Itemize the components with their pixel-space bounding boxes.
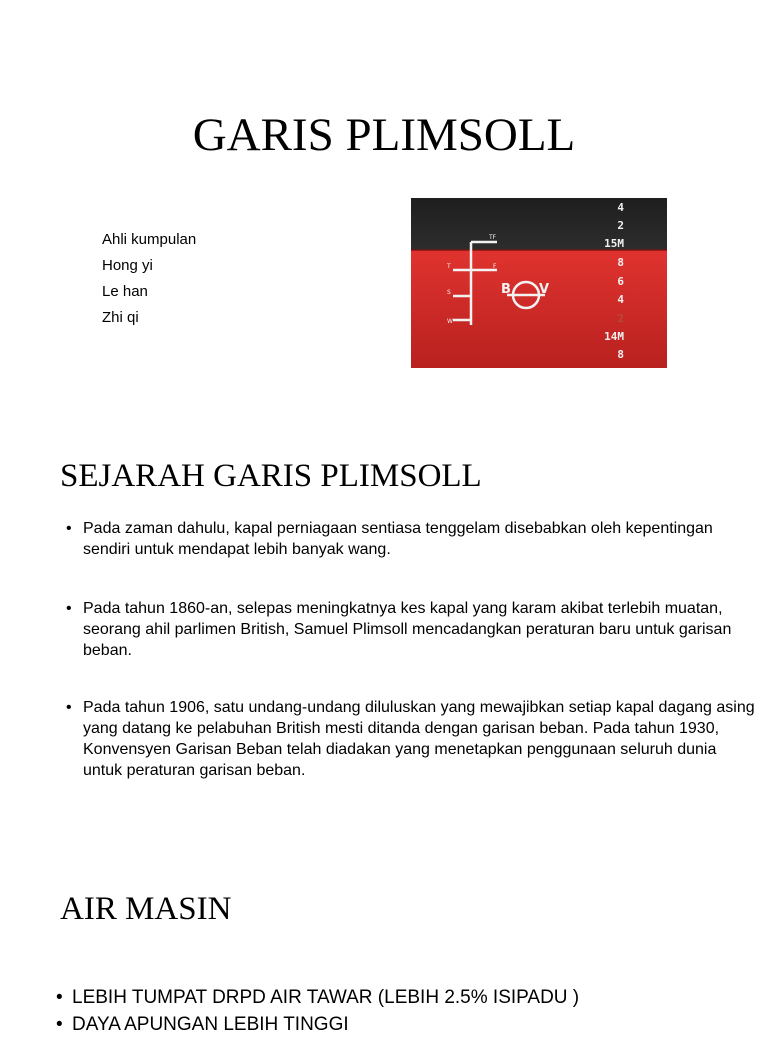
member-name: Hong yi: [102, 257, 153, 274]
plimsoll-mark-photo: [411, 198, 667, 368]
air-masin-bullet: [56, 1011, 756, 1038]
section-heading-air-masin: AIR MASIN: [60, 891, 232, 927]
air-masin-bullet: [56, 984, 756, 1011]
plimsoll-mark-illustration: [411, 198, 667, 368]
air-masin-bullet-list: [56, 984, 756, 1038]
draft-mark: 4: [617, 201, 624, 214]
load-line-label: T: [447, 263, 451, 270]
bullet-text: Pada zaman dahulu, kapal perniagaan sentiasa tenggelam disebabkan oleh kepentingan sendiri untuk mendapat lebih banyak wang.: [83, 520, 713, 558]
dark-hull-band: [411, 198, 667, 250]
bullet-dot: •: [56, 1014, 63, 1035]
load-line-label: W: [447, 318, 453, 325]
sejarah-bullet: [66, 697, 756, 781]
sejarah-bullet: [66, 518, 756, 560]
slide-title: GARIS PLIMSOLL: [192, 109, 576, 161]
disc-letter: V: [539, 282, 550, 297]
draft-mark: 14M: [604, 330, 624, 343]
bullet-dot: •: [56, 987, 63, 1008]
draft-mark: 8: [617, 348, 624, 361]
group-members-list: [102, 229, 196, 333]
load-line-label: TF: [489, 234, 497, 241]
member-name: Le han: [102, 283, 148, 300]
sejarah-bullet-list: [66, 598, 756, 661]
load-line-label: S: [447, 289, 451, 296]
sejarah-bullet-list: [66, 697, 756, 781]
bullet-text: Pada tahun 1860-an, selepas meningkatnya kes kapal yang karam akibat terlebih muatan, seorang ahil parlimen British, Samuel Plimsoll mencadangkan peraturan baru untuk garisan beban.: [83, 600, 732, 659]
draft-mark: 15M: [604, 237, 624, 250]
draft-mark: 2: [617, 312, 624, 325]
bullet-text: DAYA APUNGAN LEBIH TINGGI: [72, 1014, 349, 1035]
sejarah-bullet: [66, 598, 756, 661]
draft-mark: 6: [617, 275, 624, 288]
bullet-dot: •: [66, 520, 72, 537]
draft-mark: 4: [617, 293, 624, 306]
load-line-label: F: [493, 263, 497, 270]
bullet-text: Pada tahun 1906, satu undang-undang diluluskan yang mewajibkan setiap kapal dagang asing yang datang ke pelabuhan British mesti ditanda dengan garisan beban. Pada tahun 1930, Konvensyen Garisan Beban telah diadakan yang menetapkan penggunaan seluruh dunia untuk peraturan garisan beban.: [83, 699, 755, 779]
bullet-dot: •: [66, 600, 72, 617]
sejarah-bullet-list: [66, 518, 756, 560]
bullet-dot: •: [66, 699, 72, 716]
bullet-text: LEBIH TUMPAT DRPD AIR TAWAR (LEBIH 2.5% ISIPADU ): [72, 987, 580, 1008]
member-name: Zhi qi: [102, 309, 139, 326]
section-heading-sejarah: SEJARAH GARIS PLIMSOLL: [60, 458, 482, 494]
draft-mark: 2: [617, 219, 624, 232]
draft-mark: 8: [617, 256, 624, 269]
members-heading: Ahli kumpulan: [102, 231, 197, 248]
disc-letter: B: [501, 282, 511, 297]
